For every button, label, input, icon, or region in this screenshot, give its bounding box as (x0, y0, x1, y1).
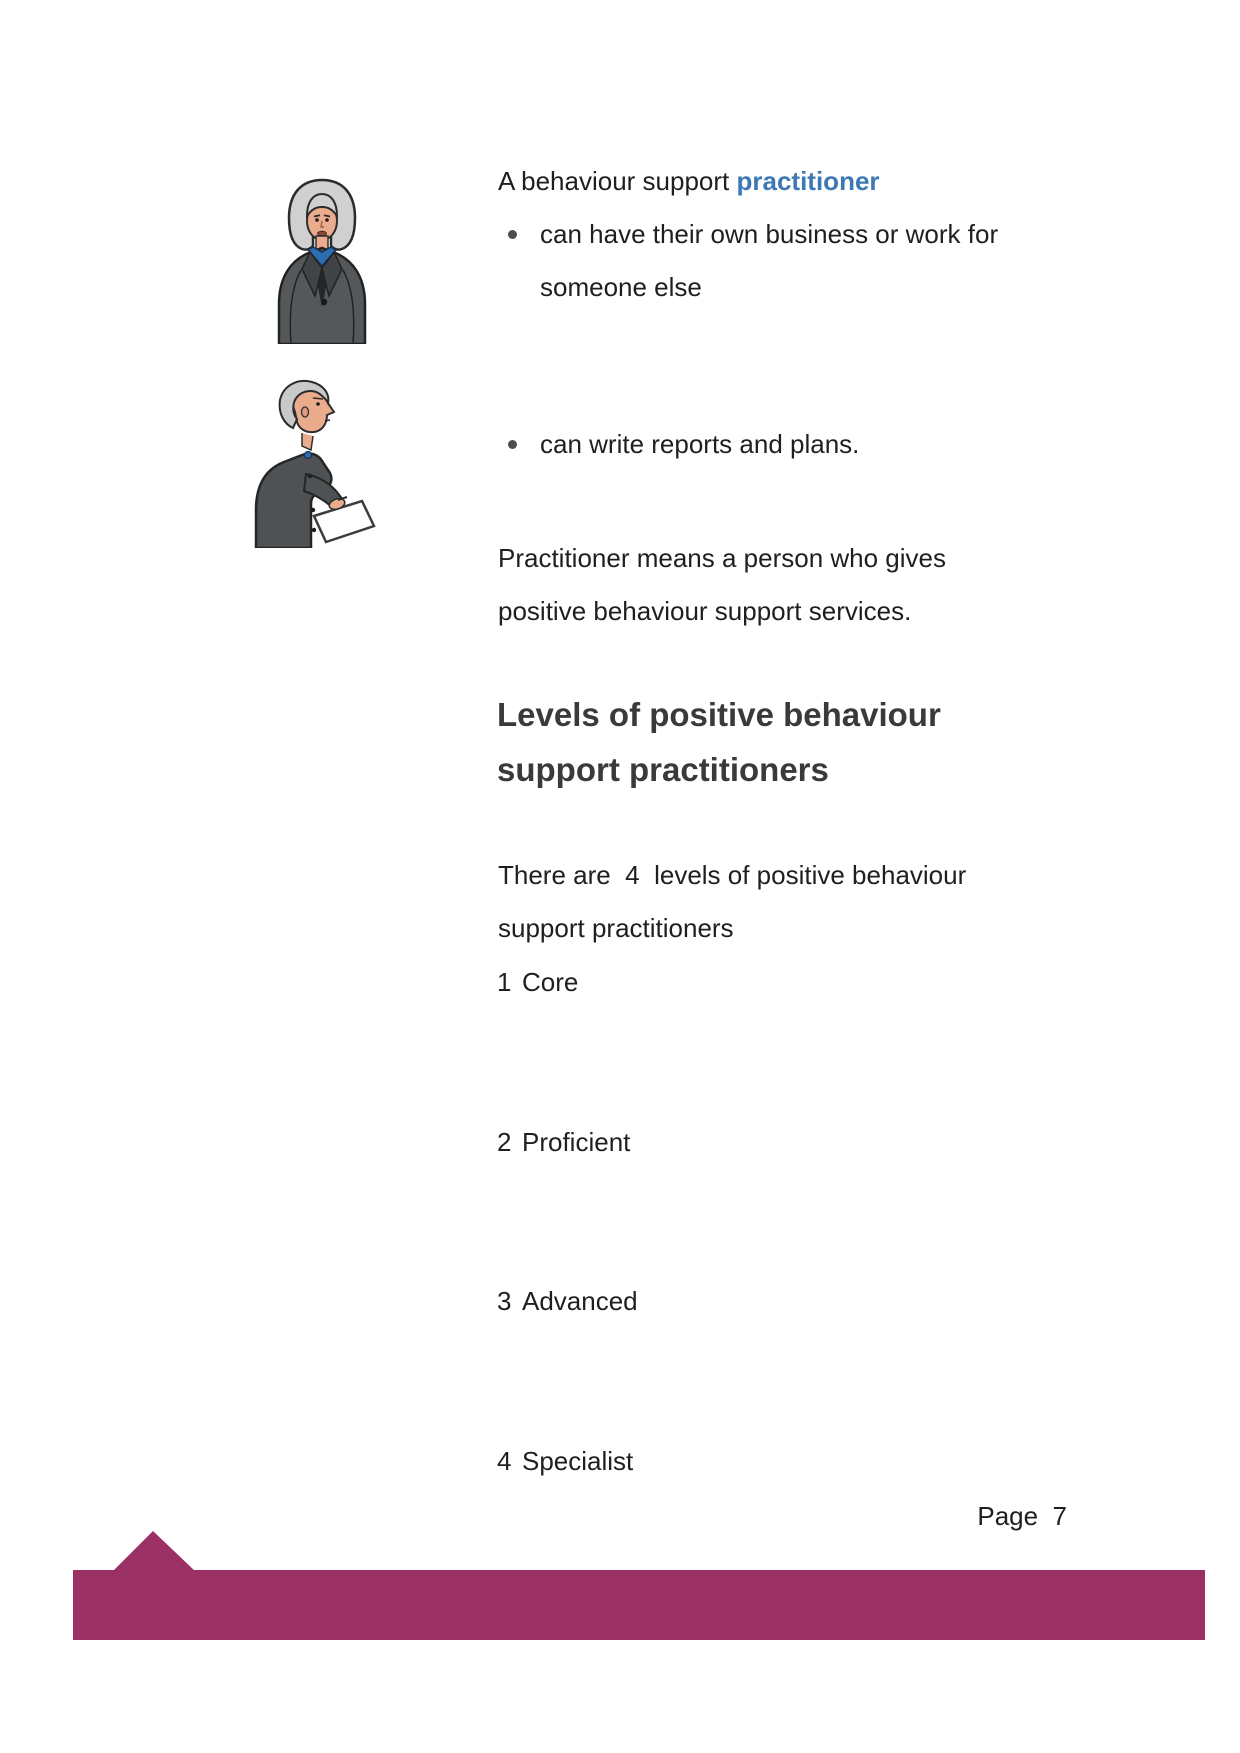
bullet-item-business (498, 208, 1010, 314)
footer-banner (73, 1531, 1205, 1641)
level-label: Core (522, 967, 579, 997)
intro-highlight-practitioner: practitioner (736, 166, 880, 196)
level-number: 2 (497, 1127, 512, 1157)
level-label: Advanced (522, 1286, 638, 1316)
definition-paragraph: Practitioner means a person who gives positive behaviour support services. (498, 543, 947, 626)
page-number: Page 7 (977, 1501, 1067, 1531)
level-number: 3 (497, 1286, 512, 1316)
woman-practitioner-illustration (266, 176, 378, 344)
intro-line (498, 155, 1010, 208)
level-label: Specialist (522, 1446, 634, 1476)
lead-paragraph: There are 4 levels of positive behaviour support practitioners (498, 860, 974, 943)
intro-prefix: A behaviour support (498, 166, 737, 196)
level-label: Proficient (522, 1127, 631, 1157)
banner-bar (73, 1570, 1205, 1640)
intro-block (498, 155, 1010, 314)
section-heading: Levels of positive behaviour support practitioners (497, 696, 941, 788)
level-number: 1 (497, 967, 512, 997)
bullet-text: can write reports and plans. (540, 429, 860, 459)
level-item-proficient (497, 1116, 630, 1169)
level-item-core (497, 956, 578, 1009)
banner-arrow-icon (112, 1531, 196, 1572)
bullet-text: can have their own business or work for someone else (540, 219, 999, 302)
level-number: 4 (497, 1446, 512, 1476)
level-item-advanced (497, 1275, 638, 1328)
bullet-dot-icon (508, 440, 517, 449)
bullet-item-reports (498, 418, 1010, 471)
level-item-specialist (497, 1435, 633, 1488)
bullet-dot-icon (508, 230, 517, 239)
man-writing-illustration (250, 376, 380, 548)
